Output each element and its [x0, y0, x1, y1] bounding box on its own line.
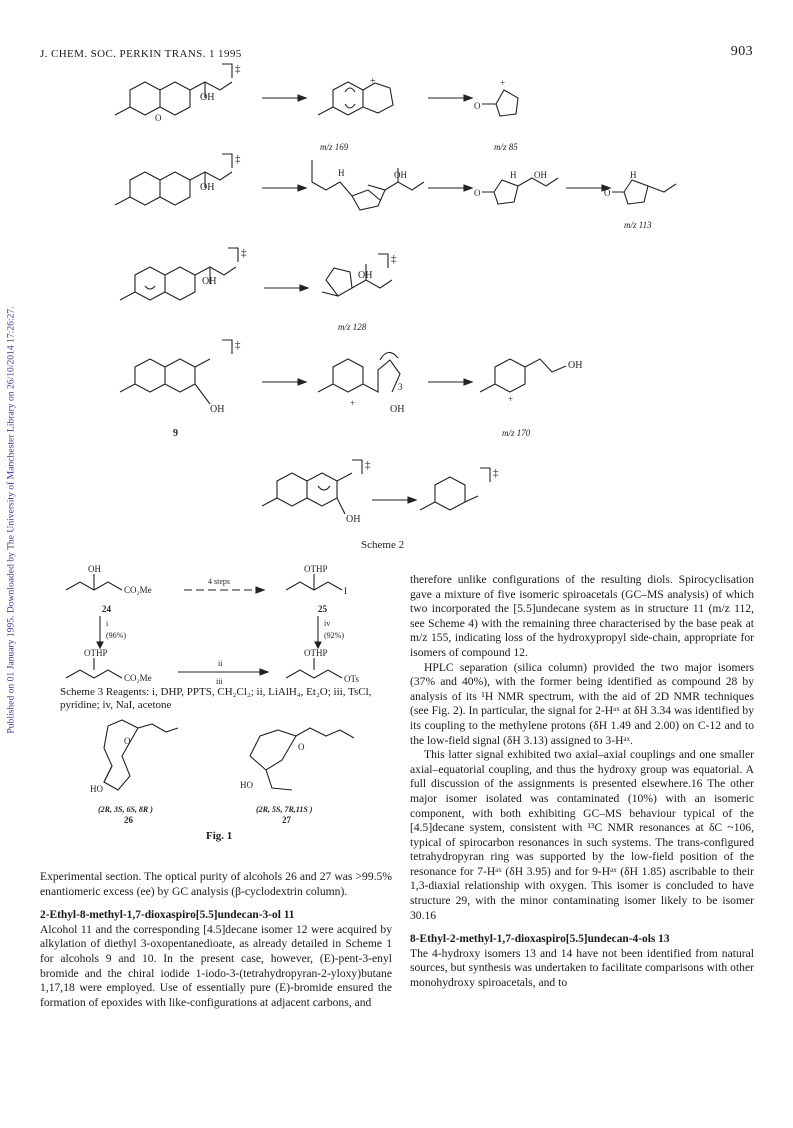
row4-ion170	[480, 359, 566, 392]
compound-26-structure	[104, 720, 178, 790]
compound-27-structure	[250, 728, 354, 790]
svg-text:‡: ‡	[493, 467, 499, 479]
compound-26-label: 26	[124, 815, 133, 825]
compound-25-label: 25	[318, 604, 327, 614]
label-othp: OTHP	[304, 564, 328, 574]
compound-9-label: 9	[173, 428, 178, 439]
journal-title: J. CHEM. SOC. PERKIN TRANS. 1 1995	[40, 48, 242, 60]
reagent-iv: iv	[324, 619, 331, 628]
label-co2me: CO₂Me	[124, 585, 152, 595]
label-oh: OH	[394, 170, 407, 180]
mz-170-label: m/z 170	[502, 428, 531, 438]
scheme-3-caption: Scheme 3 Reagents: i, DHP, PPTS, CH₂Cl₂; ii, LiAlH₄, Et₂O; iii, TsCl, pyridine; iv, NaI, acetone	[60, 686, 372, 711]
right-paragraph-4: The 4-hydroxy isomers 13 and 14 have not been identified from natural sources, but synthesis was undertaken to facilitate comparisons with other monohydroxy spiroacetals, and to	[410, 946, 754, 990]
label-oh: OH	[200, 182, 215, 193]
label-oh: OH	[358, 270, 373, 281]
label-ho: HO	[240, 780, 253, 790]
label-ho: HO	[90, 784, 103, 794]
label-oh: OH	[534, 170, 547, 180]
scheme-3-lower-row	[60, 648, 380, 688]
row2-ion	[482, 178, 558, 204]
reagent-ii: ii	[218, 659, 223, 668]
label-o: O	[474, 101, 481, 111]
svg-text:‡: ‡	[365, 459, 371, 471]
right-paragraph-1: therefore unlike configurations of the resulting diols. Spirocyclisation gave a mixture of five isomeric spiroacetals (GC–MS analysis) of which two incorporated the [5.5]undecane system as in structure 11 (m/z 112, see Scheme 4) with the remaining three characterised by the base peak at m/z 155, indicating loss of the hydroxypropyl side-chain, appropriate for isomers of compound 12.	[410, 573, 754, 659]
row1-ion85	[482, 90, 518, 116]
scheme-2-caption: Scheme 2	[361, 539, 405, 551]
row3-reactant	[120, 267, 236, 300]
row4-reactant-9	[120, 359, 210, 404]
mz-85-label: m/z 85	[494, 142, 518, 152]
row5-reactant	[262, 473, 352, 514]
svg-text:‡: ‡	[235, 63, 241, 75]
svg-text:‡: ‡	[391, 253, 397, 265]
svg-text:‡: ‡	[241, 247, 247, 259]
mz-113-label: m/z 113	[624, 220, 652, 230]
row2-fragment	[312, 160, 424, 210]
label-plus: +	[500, 78, 506, 88]
label-o: O	[155, 113, 162, 123]
label-plus: +	[508, 394, 514, 404]
reagent-iii: iii	[216, 677, 223, 686]
reagent-i: i	[106, 619, 109, 628]
label-o: O	[604, 188, 611, 198]
mz-169-label: m/z 169	[320, 142, 349, 152]
row1-fragment	[318, 82, 393, 115]
row4-intermediate	[318, 352, 400, 392]
svg-text:‡: ‡	[235, 339, 241, 351]
label-oh: OH	[390, 404, 405, 415]
label-othp: OTHP	[304, 648, 328, 658]
right-column	[410, 573, 754, 991]
label-oh: OH	[346, 514, 361, 525]
download-watermark-text[interactable]: Published on 01 January 1995. Downloaded by The University of Manchester Library on 26/10/2014 17:26:27.	[5, 306, 17, 734]
label-o: O	[474, 188, 481, 198]
scheme-2-figure	[0, 0, 793, 560]
label-othp: OTHP	[84, 648, 108, 658]
label-o: O	[298, 742, 305, 752]
left-paragraph-1: Experimental section. The optical purity of alcohols 26 and 27 was >99.5% enantiomeric excess (ee) by GC analysis (β-cyclodextrin column).	[40, 870, 392, 898]
label-h: H	[510, 170, 517, 180]
label-o: O	[124, 736, 131, 746]
label-h: H	[338, 168, 345, 178]
left-column	[40, 870, 392, 1010]
yield-92: (92%)	[324, 631, 344, 640]
compound-27-label: 27	[282, 815, 291, 825]
row2-ion113	[612, 180, 676, 204]
label-plus: +	[370, 76, 376, 87]
label-oh: OH	[202, 276, 217, 287]
label-h: H	[630, 170, 637, 180]
label-3: 3	[398, 382, 403, 392]
row3-ion128	[322, 264, 392, 296]
label-oh: OH	[200, 92, 215, 103]
svg-text:‡: ‡	[235, 153, 241, 165]
row5-product	[420, 477, 478, 510]
label-oh: OH	[210, 404, 225, 415]
label-oh: OH	[568, 360, 583, 371]
label-i: I	[344, 586, 347, 596]
label-ots: OTs	[344, 674, 359, 684]
yield-96: (96%)	[106, 631, 126, 640]
left-paragraph-2: Alcohol 11 and the corresponding [4.5]decane isomer 12 were acquired by alkylation of diethyl 3-oxopentanedioate, as already detailed in Scheme 1 for alcohols 9 and 10. In the present case, however, (E)-pent-3-enyl bromide and the chiral iodide 1-iodo-3-(tetrahydropyran-2-yloxy)butane 1,17,18 were employed. Use of essentially pure (E)-bromide ensured the formation of epoxides with like-configurations at adjacent carbons, and	[40, 922, 392, 1009]
right-paragraph-3: This latter signal exhibited two axial–axial couplings and one smaller axial–equatorial coupling, and thus the hydroxy group was equatorial. A full discussion of the assignments is presented elsewhere.16 The other major isomer isolated was contaminated (10%) with an isomeric component, with both exhibiting GC–MS behaviour typical of the [4.5]decane system, consistent with ¹³C NMR resonances at δC ~106, typical of spirocarbon resonances in such systems. The trans-configured tetrahydropyran ring was supported by the low-field position of the resonance for 7-Hᵃˣ (δH 3.95) and for 9-Hᵃˣ (δH 1.85) ascribable to their 1,3-diaxial relationship with oxygen. This isomer is concluded to have structure 29, with the minor contaminating isomer likely to be isomer 30.16	[410, 748, 754, 922]
label-co2me: CO₂Me	[124, 673, 152, 683]
label-oh: OH	[88, 564, 101, 574]
section-heading-13: 8-Ethyl-2-methyl-1,7-dioxaspiro[5.5]undecan-4-ols 13	[410, 933, 670, 946]
label-4-steps: 4 steps	[208, 577, 230, 586]
compound-24-label: 24	[102, 604, 111, 614]
page-number: 903	[730, 44, 753, 59]
fig-1-structures	[60, 716, 380, 826]
compound-26-config: (2R, 3S, 6S, 8R )	[98, 805, 153, 814]
label-plus: +	[350, 398, 356, 408]
mz-128-label: m/z 128	[338, 322, 367, 332]
compound-27-config: (2R, 5S, 7R,11S )	[256, 805, 313, 814]
section-heading-11: 2-Ethyl-8-methyl-1,7-dioxaspiro[5.5]undecan-3-ol 11	[40, 909, 295, 922]
right-paragraph-2: HPLC separation (silica column) provided the two major isomers (37% and 40%), with the former being identified as compound 28 by analysis of its ¹H NMR spectrum, with the aid of 2D NMR techniques (see Fig. 2). In particular, the signal for 2-Hᵃˣ at δH 3.34 was identified by its coupling to the methylene protons (δH 1.49 and 2.00) on C-12 and to the low-field signal (δH 3.13) assigned to 3-Hᵃˣ.	[410, 660, 754, 747]
fig-1-caption: Fig. 1	[206, 830, 233, 842]
